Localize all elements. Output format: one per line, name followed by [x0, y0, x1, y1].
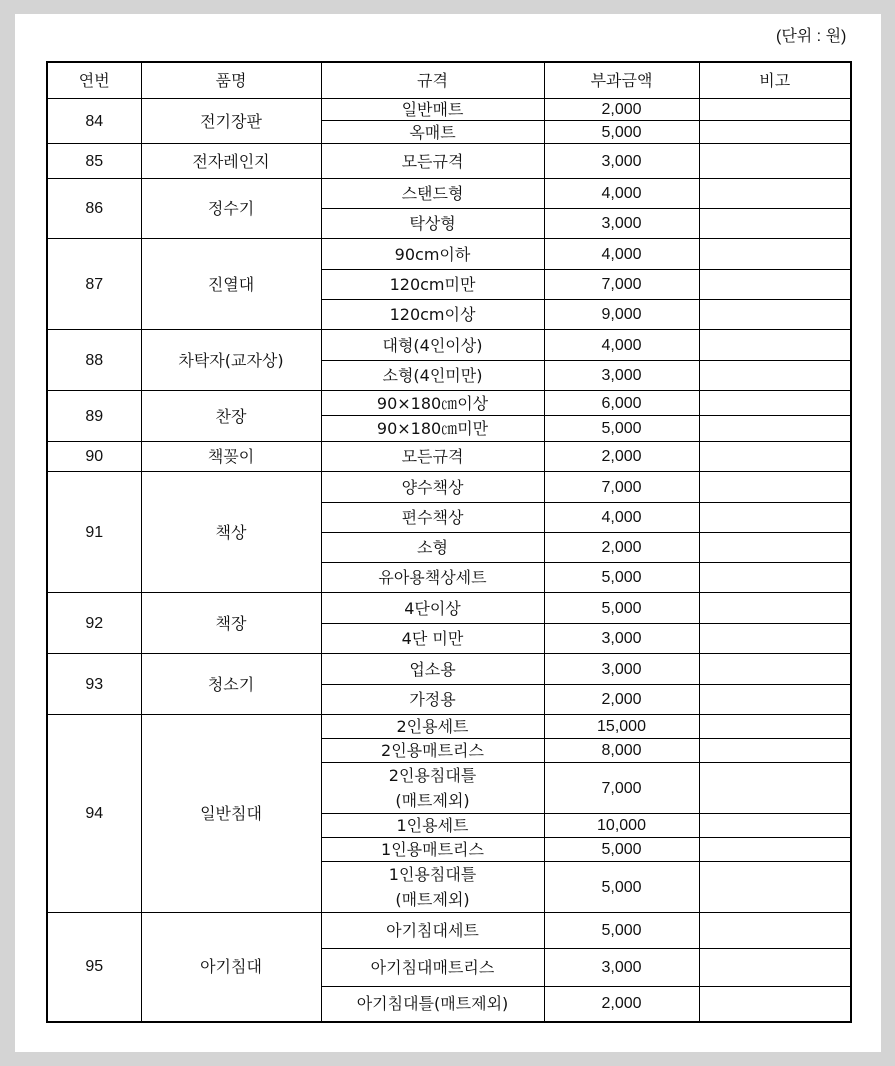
cell-fee: 5,000 — [544, 862, 699, 913]
cell-spec: 2인용매트리스 — [321, 739, 544, 763]
cell-spec: 옥매트 — [321, 121, 544, 144]
cell-spec: 소형(4인미만) — [321, 361, 544, 391]
cell-spec — [321, 862, 544, 913]
cell-remarks — [699, 472, 851, 503]
cell-remarks — [699, 593, 851, 624]
cell-remarks — [699, 503, 851, 533]
cell-spec: 4단이상 — [321, 593, 544, 624]
cell-fee: 3,000 — [544, 209, 699, 239]
fee-table — [46, 61, 852, 1023]
cell-fee: 7,000 — [544, 472, 699, 503]
cell-fee: 6,000 — [544, 391, 699, 416]
cell-spec: 90cm이하 — [321, 239, 544, 270]
cell-item-name: 책상 — [141, 472, 321, 593]
cell-no: 87 — [47, 239, 141, 330]
cell-fee: 3,000 — [544, 144, 699, 179]
cell-spec: 1인용세트 — [321, 814, 544, 838]
cell-spec: 양수책상 — [321, 472, 544, 503]
cell-spec: 업소용 — [321, 654, 544, 685]
cell-spec: 90×180㎝미만 — [321, 416, 544, 442]
cell-spec: 아기침대세트 — [321, 913, 544, 949]
cell-fee: 5,000 — [544, 121, 699, 144]
cell-spec: 아기침대매트리스 — [321, 949, 544, 987]
cell-spec: 탁상형 — [321, 209, 544, 239]
cell-fee: 3,000 — [544, 624, 699, 654]
table-row — [47, 715, 851, 739]
cell-no: 90 — [47, 442, 141, 472]
cell-spec: 가정용 — [321, 685, 544, 715]
cell-fee: 9,000 — [544, 300, 699, 330]
cell-remarks — [699, 838, 851, 862]
table-row — [47, 144, 851, 179]
cell-remarks — [699, 563, 851, 593]
cell-remarks — [699, 300, 851, 330]
cell-fee: 2,000 — [544, 685, 699, 715]
table-row — [47, 179, 851, 209]
cell-remarks — [699, 179, 851, 209]
cell-spec-line2: (매트제외) — [395, 791, 470, 810]
cell-remarks — [699, 862, 851, 913]
cell-no: 92 — [47, 593, 141, 654]
cell-item-name: 아기침대 — [141, 913, 321, 1022]
unit-note: (단위 : 원) — [776, 28, 847, 45]
table-row — [47, 593, 851, 624]
cell-remarks — [699, 330, 851, 361]
cell-fee: 3,000 — [544, 949, 699, 987]
cell-no: 84 — [47, 99, 141, 144]
cell-fee: 3,000 — [544, 361, 699, 391]
cell-remarks — [699, 624, 851, 654]
cell-remarks — [699, 239, 851, 270]
cell-item-name: 일반침대 — [141, 715, 321, 913]
cell-item-name: 찬장 — [141, 391, 321, 442]
cell-spec — [321, 763, 544, 814]
table-row — [47, 654, 851, 685]
cell-remarks — [699, 763, 851, 814]
cell-no: 91 — [47, 472, 141, 593]
cell-fee: 5,000 — [544, 563, 699, 593]
cell-no: 93 — [47, 654, 141, 715]
cell-item-name: 책꽂이 — [141, 442, 321, 472]
header-remarks: 비고 — [699, 62, 851, 99]
cell-item-name: 진열대 — [141, 239, 321, 330]
cell-remarks — [699, 121, 851, 144]
cell-spec: 90×180㎝이상 — [321, 391, 544, 416]
header-name: 품명 — [141, 62, 321, 99]
cell-spec-line2: (매트제외) — [395, 890, 470, 909]
cell-spec: 대형(4인이상) — [321, 330, 544, 361]
cell-item-name: 전기장판 — [141, 99, 321, 144]
cell-fee: 5,000 — [544, 416, 699, 442]
header-no: 연번 — [47, 62, 141, 99]
header-row — [47, 62, 851, 99]
cell-spec: 2인용세트 — [321, 715, 544, 739]
table-row — [47, 330, 851, 361]
cell-fee: 8,000 — [544, 739, 699, 763]
cell-spec: 모든규격 — [321, 442, 544, 472]
cell-fee: 7,000 — [544, 270, 699, 300]
cell-no: 95 — [47, 913, 141, 1022]
table-body — [47, 99, 851, 1022]
cell-no: 86 — [47, 179, 141, 239]
cell-fee: 15,000 — [544, 715, 699, 739]
table-row — [47, 391, 851, 416]
cell-remarks — [699, 814, 851, 838]
cell-fee: 4,000 — [544, 330, 699, 361]
cell-remarks — [699, 739, 851, 763]
cell-remarks — [699, 391, 851, 416]
cell-item-name: 정수기 — [141, 179, 321, 239]
cell-remarks — [699, 533, 851, 563]
header-spec: 규격 — [321, 62, 544, 99]
cell-remarks — [699, 442, 851, 472]
cell-no: 88 — [47, 330, 141, 391]
table-row — [47, 472, 851, 503]
cell-item-name: 책장 — [141, 593, 321, 654]
cell-no: 94 — [47, 715, 141, 913]
cell-remarks — [699, 361, 851, 391]
cell-spec: 120cm미만 — [321, 270, 544, 300]
cell-fee: 4,000 — [544, 239, 699, 270]
cell-item-name: 차탁자(교자상) — [141, 330, 321, 391]
cell-spec: 일반매트 — [321, 99, 544, 121]
cell-remarks — [699, 416, 851, 442]
cell-fee: 5,000 — [544, 593, 699, 624]
cell-spec: 모든규격 — [321, 144, 544, 179]
cell-spec: 1인용매트리스 — [321, 838, 544, 862]
cell-remarks — [699, 209, 851, 239]
cell-remarks — [699, 654, 851, 685]
table-row — [47, 99, 851, 121]
cell-no: 89 — [47, 391, 141, 442]
cell-item-name: 청소기 — [141, 654, 321, 715]
cell-remarks — [699, 987, 851, 1022]
cell-spec: 소형 — [321, 533, 544, 563]
table-row — [47, 913, 851, 949]
cell-fee: 3,000 — [544, 654, 699, 685]
cell-remarks — [699, 715, 851, 739]
cell-fee: 7,000 — [544, 763, 699, 814]
cell-remarks — [699, 99, 851, 121]
cell-remarks — [699, 270, 851, 300]
cell-spec-line1: 1인용침대틀 — [388, 865, 477, 884]
cell-fee: 2,000 — [544, 533, 699, 563]
cell-spec: 4단 미만 — [321, 624, 544, 654]
cell-remarks — [699, 949, 851, 987]
header-fee: 부과금액 — [544, 62, 699, 99]
cell-remarks — [699, 685, 851, 715]
cell-spec: 편수책상 — [321, 503, 544, 533]
table-row — [47, 442, 851, 472]
cell-spec-line1: 2인용침대틀 — [388, 766, 477, 785]
cell-spec: 유아용책상세트 — [321, 563, 544, 593]
cell-fee: 2,000 — [544, 442, 699, 472]
cell-fee: 10,000 — [544, 814, 699, 838]
table-row — [47, 239, 851, 270]
cell-spec: 아기침대틀(매트제외) — [321, 987, 544, 1022]
cell-fee: 4,000 — [544, 179, 699, 209]
cell-spec: 스탠드형 — [321, 179, 544, 209]
cell-fee: 4,000 — [544, 503, 699, 533]
cell-remarks — [699, 144, 851, 179]
cell-fee: 5,000 — [544, 913, 699, 949]
cell-spec: 120cm이상 — [321, 300, 544, 330]
cell-fee: 2,000 — [544, 987, 699, 1022]
cell-item-name: 전자레인지 — [141, 144, 321, 179]
cell-fee: 5,000 — [544, 838, 699, 862]
cell-remarks — [699, 913, 851, 949]
cell-fee: 2,000 — [544, 99, 699, 121]
cell-no: 85 — [47, 144, 141, 179]
